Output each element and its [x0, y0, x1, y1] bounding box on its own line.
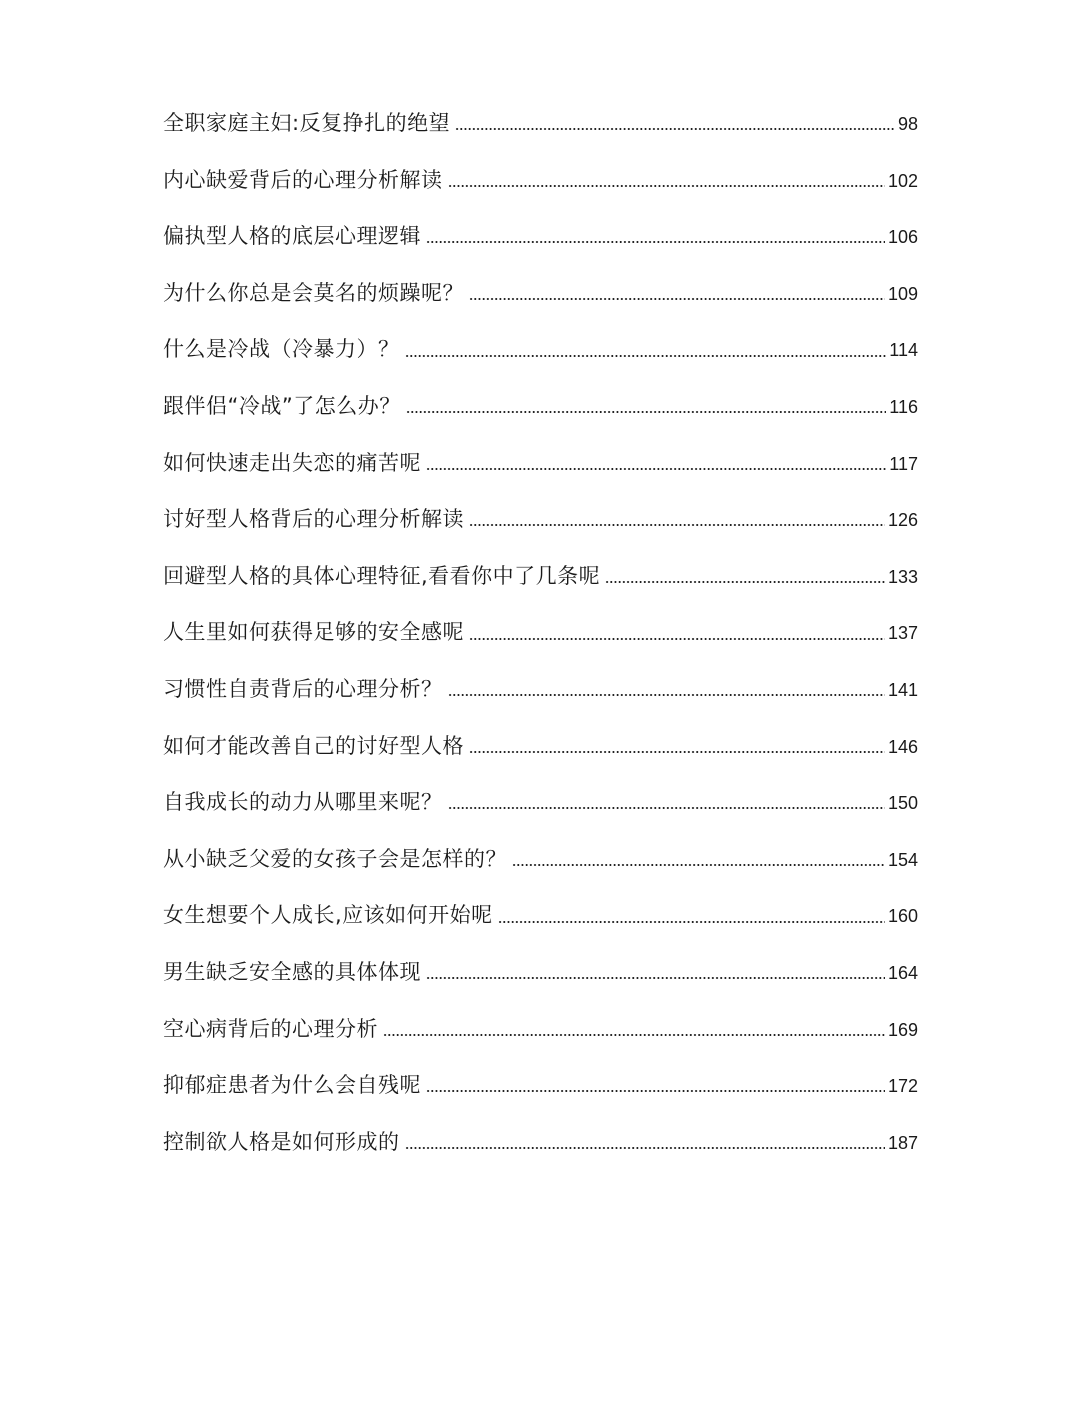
toc-entry-page: 137 — [887, 623, 918, 644]
toc-entry-title: 如何才能改善自己的讨好型人格 — [163, 733, 464, 758]
toc-entry-title: 人生里如何获得足够的安全感呢 — [163, 620, 464, 645]
toc-entry[interactable] — [163, 548, 918, 605]
dot-leader — [469, 298, 885, 300]
dot-leader — [383, 1034, 885, 1036]
dot-leader — [469, 638, 885, 640]
toc-entry-title: 男生缺乏安全感的具体体现 — [163, 959, 421, 984]
dot-leader — [426, 468, 886, 470]
toc-entry-title: 空心病背后的心理分析 — [163, 1016, 378, 1041]
toc-entry-page: 117 — [889, 453, 918, 474]
toc-entry[interactable] — [163, 208, 918, 265]
toc-entry-title: 偏执型人格的底层心理逻辑 — [163, 224, 421, 249]
toc-entry-title: 回避型人格的具体心理特征,看看你中了几条呢 — [163, 563, 601, 588]
toc-entry-title: 什么是冷战（冷暴力）？ — [163, 337, 400, 362]
dot-leader — [498, 921, 885, 923]
toc-entry-page: 146 — [887, 736, 918, 757]
toc-entry-page: 102 — [887, 170, 918, 191]
toc-entry-page: 116 — [889, 396, 918, 417]
toc-entry-title: 从小缺乏父爱的女孩子会是怎样的？ — [163, 846, 507, 871]
toc-entry-page: 133 — [887, 566, 918, 587]
toc-entry-page: 126 — [887, 510, 918, 531]
table-of-contents — [163, 95, 918, 1170]
toc-entry[interactable] — [163, 265, 918, 322]
toc-entry-page: 187 — [887, 1132, 918, 1153]
toc-entry[interactable] — [163, 774, 918, 831]
dot-leader — [448, 807, 885, 809]
dot-leader — [469, 524, 885, 526]
toc-entry[interactable] — [163, 435, 918, 492]
toc-entry-page: 114 — [889, 340, 918, 361]
toc-entry[interactable] — [163, 321, 918, 378]
toc-entry[interactable] — [163, 831, 918, 888]
toc-entry[interactable] — [163, 887, 918, 944]
dot-leader — [469, 751, 885, 753]
toc-entry-title: 全职家庭主妇:反复挣扎的绝望 — [163, 111, 451, 135]
toc-entry-page: 154 — [887, 849, 918, 870]
toc-entry-page: 150 — [887, 793, 918, 814]
toc-entry-title: 习惯性自责背后的心理分析？ — [163, 676, 443, 701]
dot-leader — [426, 1090, 885, 1092]
toc-entry-page: 160 — [887, 906, 918, 927]
toc-entry[interactable] — [163, 152, 918, 209]
toc-entry-title: 女生想要个人成长,应该如何开始呢 — [163, 903, 493, 928]
toc-entry-page: 106 — [887, 227, 918, 248]
toc-entry[interactable] — [163, 1057, 918, 1114]
dot-leader — [405, 1147, 885, 1149]
toc-entry-page: 141 — [887, 679, 918, 700]
toc-entry-title: 抑郁症患者为什么会自残呢 — [163, 1073, 421, 1098]
toc-entry[interactable] — [163, 491, 918, 548]
dot-leader — [405, 355, 887, 357]
toc-entry-title: 自我成长的动力从哪里来呢？ — [163, 790, 443, 815]
dot-leader — [448, 694, 885, 696]
dot-leader — [426, 241, 885, 243]
toc-entry[interactable] — [163, 1001, 918, 1058]
toc-entry[interactable] — [163, 378, 918, 435]
toc-entry[interactable] — [163, 1114, 918, 1171]
toc-entry-title: 控制欲人格是如何形成的 — [163, 1129, 400, 1154]
toc-entry-title: 如何快速走出失恋的痛苦呢 — [163, 450, 421, 475]
toc-entry[interactable] — [163, 718, 918, 775]
toc-entry-page: 169 — [887, 1019, 918, 1040]
dot-leader — [426, 977, 885, 979]
toc-entry-page: 109 — [887, 283, 918, 304]
toc-entry-title: 跟伴侣“冷战”了怎么办？ — [163, 393, 401, 418]
dot-leader — [605, 581, 885, 583]
dot-leader — [455, 128, 895, 130]
dot-leader — [406, 411, 887, 413]
toc-entry-page: 98 — [897, 114, 918, 134]
dot-leader — [448, 185, 885, 187]
toc-entry[interactable] — [163, 604, 918, 661]
toc-entry-page: 172 — [887, 1076, 918, 1097]
dot-leader — [512, 864, 885, 866]
toc-entry-title: 为什么你总是会莫名的烦躁呢？ — [163, 280, 464, 305]
toc-entry[interactable] — [163, 661, 918, 718]
toc-entry-page: 164 — [887, 962, 918, 983]
toc-entry[interactable] — [163, 944, 918, 1001]
toc-entry-title: 讨好型人格背后的心理分析解读 — [163, 507, 464, 532]
toc-entry[interactable] — [163, 95, 918, 152]
toc-entry-title: 内心缺爱背后的心理分析解读 — [163, 167, 443, 192]
